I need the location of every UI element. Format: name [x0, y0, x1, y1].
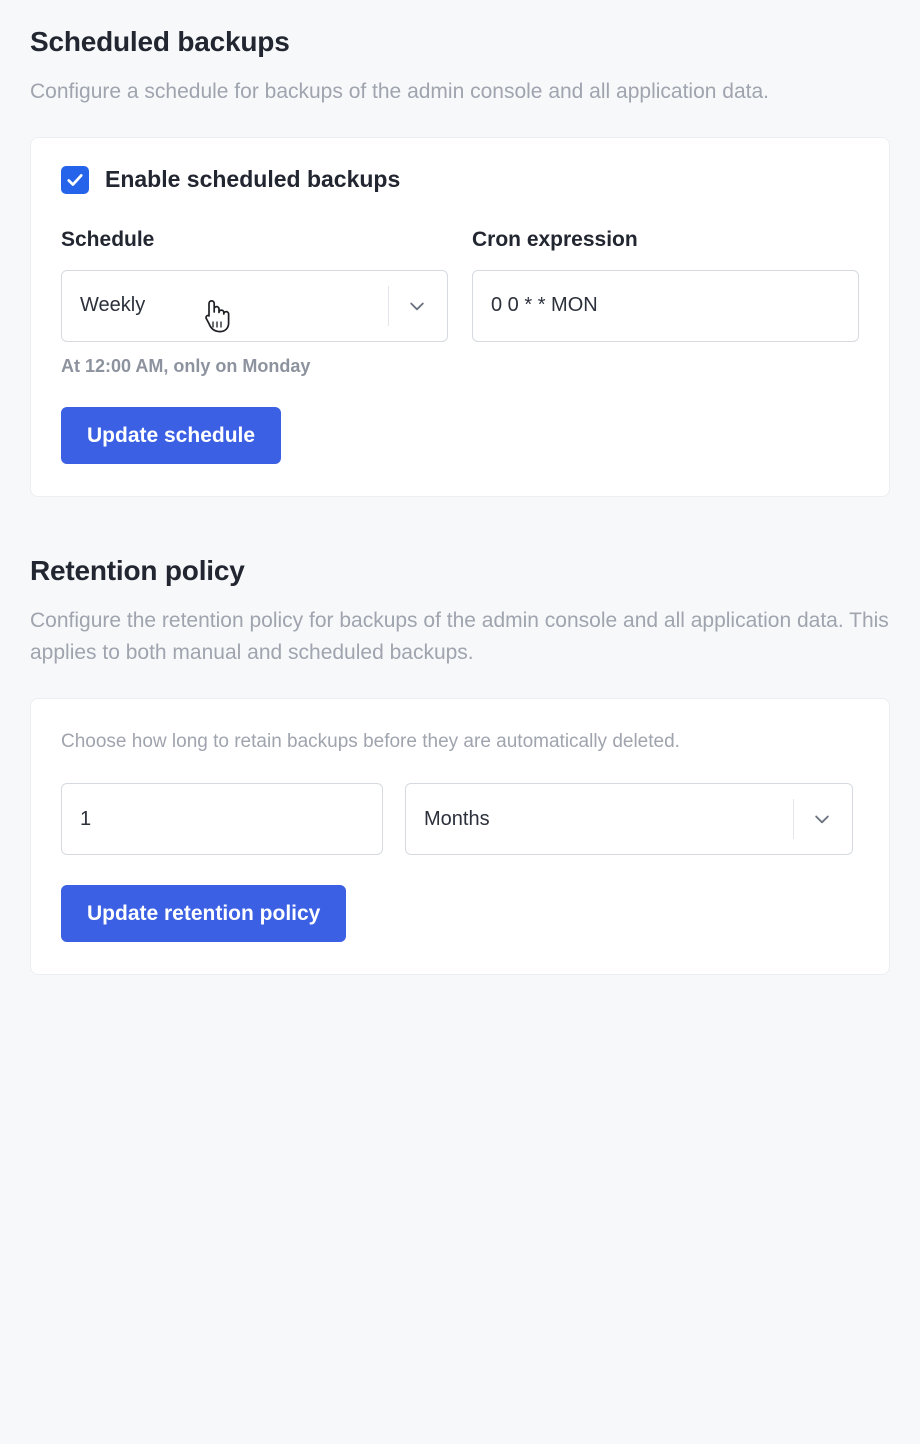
scheduled-backups-section: [0, 0, 920, 497]
scheduled-backups-card: [30, 137, 890, 497]
schedule-label: Schedule: [61, 227, 155, 251]
retention-policy-title: Retention policy: [30, 554, 245, 586]
scheduled-backups-description: Configure a schedule for backups of the admin console and all application data.: [30, 80, 769, 103]
update-schedule-button[interactable]: Update schedule: [61, 407, 281, 464]
retention-card-text: Choose how long to retain backups before they are automatically deleted.: [61, 730, 680, 752]
retention-policy-section: [0, 533, 920, 975]
retention-quantity-input[interactable]: 1: [61, 783, 383, 855]
schedule-select[interactable]: [61, 270, 448, 342]
cron-expression-input[interactable]: 0 0 * * MON: [472, 270, 859, 342]
update-retention-policy-button[interactable]: Update retention policy: [61, 885, 346, 942]
schedule-fields: [61, 228, 859, 377]
retention-unit-select[interactable]: [405, 783, 853, 855]
cron-helper-text: At 12:00 AM, only on Monday: [61, 355, 311, 376]
retention-policy-card: [30, 698, 890, 975]
retention-unit-value: Months: [424, 807, 490, 830]
retention-policy-description: Configure the retention policy for backups of the admin console and all application data. This applies to both manual and scheduled backups.: [30, 608, 889, 665]
schedule-select-value: Weekly: [80, 294, 146, 317]
retention-unit-arrow[interactable]: [793, 799, 852, 839]
cron-field: [472, 228, 859, 377]
scheduled-backups-title: Scheduled backups: [30, 26, 290, 57]
section-gap: [0, 497, 920, 533]
retention-fields: [61, 783, 859, 855]
enable-scheduled-backups-checkbox[interactable]: [61, 166, 89, 194]
enable-scheduled-backups-row[interactable]: [61, 166, 859, 194]
schedule-field: [61, 228, 448, 377]
chevron-down-icon: [407, 296, 427, 316]
enable-scheduled-backups-label: Enable scheduled backups: [105, 166, 401, 193]
cron-expression-label: Cron expression: [472, 227, 638, 251]
chevron-down-icon: [812, 809, 832, 829]
schedule-select-arrow[interactable]: [388, 286, 447, 326]
